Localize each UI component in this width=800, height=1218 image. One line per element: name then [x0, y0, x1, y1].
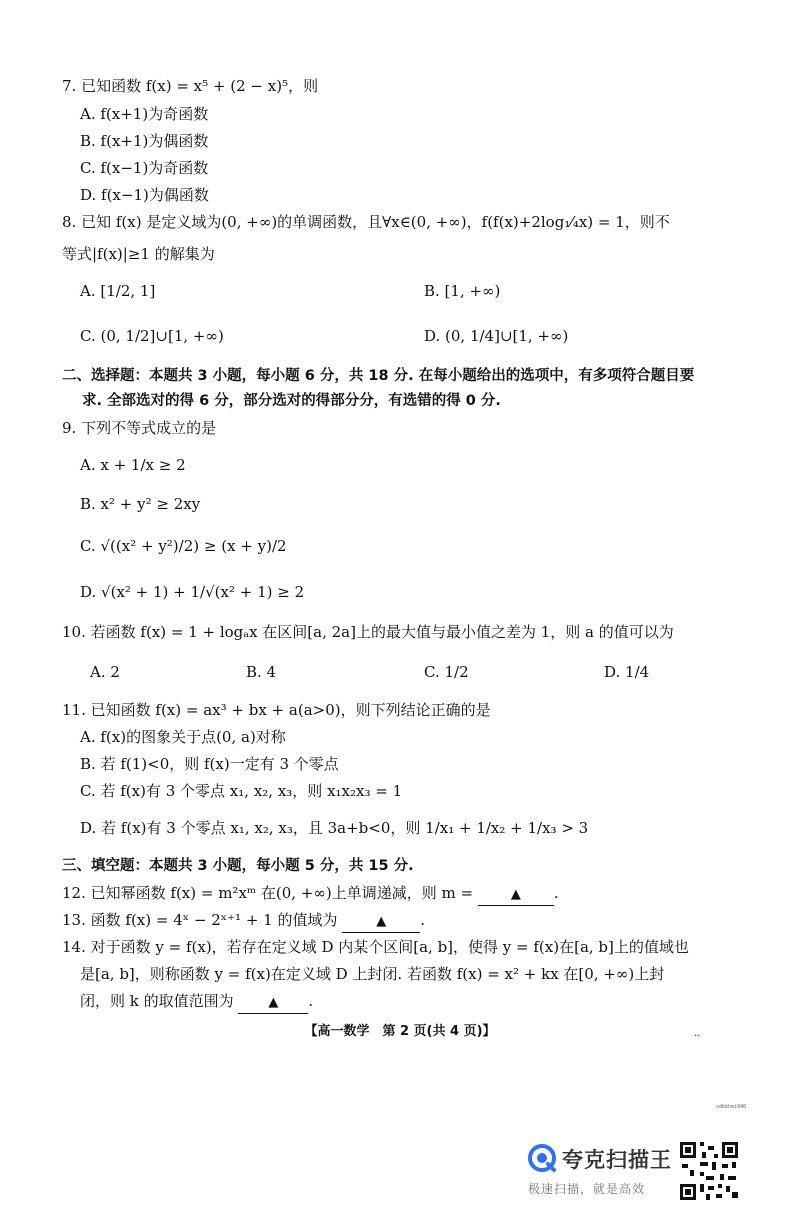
- q11-stem: 11. 已知函数 f(x) = ax³ + bx + a(a>0)，则下列结论正确的是: [62, 701, 491, 719]
- q8-option-b: B. [1, +∞): [424, 282, 501, 300]
- q13-stem: 13. 函数 f(x) = 4ˣ − 2ˣ⁺¹ + 1 的值域为: [62, 911, 338, 929]
- q7-option-d: D. f(x−1)为偶函数: [80, 186, 209, 204]
- q14-line1: 14. 对于函数 y = f(x)，若存在定义域 D 内某个区间[a, b]，使得 y = f(x)在[a, b]上的值域也: [62, 938, 689, 956]
- q7-stem: 7. 已知函数 f(x) = x⁵ + (2 − x)⁵，则: [62, 77, 319, 95]
- q13-end: .: [420, 911, 426, 929]
- q14-end: .: [308, 992, 314, 1010]
- q12-end: .: [553, 884, 559, 902]
- brand-name: 夸克扫描王: [562, 1148, 672, 1172]
- q14-stem-end: 闭，则 k 的取值范围为: [80, 992, 234, 1010]
- q11-option-b: B. 若 f(1)<0，则 f(x)一定有 3 个零点: [80, 755, 339, 773]
- q10-option-a: A. 2: [90, 663, 120, 681]
- q13-answer-blank: ▲: [342, 912, 420, 933]
- q7-option-a: A. f(x+1)为奇函数: [80, 105, 209, 123]
- brand-slogan: 极速扫描，就是高效: [528, 1182, 646, 1196]
- section2-heading-line1: 二、选择题：本题共 3 小题，每小题 6 分，共 18 分. 在每小题给出的选项中，有多项符合题目要: [62, 368, 695, 384]
- q12-line: [62, 883, 559, 906]
- q8-option-c: C. (0, 1/2]∪[1, +∞): [80, 327, 224, 345]
- q10-option-c: C. 1/2: [424, 663, 469, 681]
- scanner-watermark: [528, 1140, 678, 1200]
- q10-option-d: D. 1/4: [604, 663, 650, 681]
- q8-stem-line2: 等式|f(x)|≥1 的解集为: [62, 245, 215, 263]
- q14-answer-blank: ▲: [238, 993, 308, 1014]
- q14-line2: 是[a, b]，则称函数 y = f(x)在定义域 D 上封闭. 若函数 f(x) = x² + kx 在[0, +∞)上封: [80, 965, 665, 983]
- qr-code-icon: [678, 1140, 740, 1202]
- section2-heading-line2: 求. 全部选对的得 6 分，部分选对的得部分分，有选错的得 0 分.: [82, 393, 501, 409]
- q11-option-d: D. 若 f(x)有 3 个零点 x₁, x₂, x₃，且 3a+b<0，则 1/x₁ + 1/x₂ + 1/x₃ > 3: [80, 819, 589, 837]
- quark-logo-icon: [528, 1144, 556, 1172]
- q8-stem-line1: 8. 已知 f(x) 是定义域为(0, +∞)的单调函数，且∀x∈(0, +∞)，f(f(x)+2log₁⁄₄x) = 1，则不: [62, 213, 670, 231]
- q13-line: [62, 910, 425, 933]
- q8-option-a: A. [1/2, 1]: [80, 282, 156, 300]
- q7-option-b: B. f(x+1)为偶函数: [80, 132, 209, 150]
- q9-option-b: B. x² + y² ≥ 2xy: [80, 495, 201, 513]
- margin-faint-text: cdkbhmi040: [716, 1104, 747, 1110]
- q9-option-c: C. √((x² + y²)/2) ≥ (x + y)/2: [80, 537, 287, 555]
- q9-option-a: A. x + 1/x ≥ 2: [80, 456, 186, 474]
- q10-option-b: B. 4: [246, 663, 277, 681]
- q11-option-c: C. 若 f(x)有 3 个零点 x₁, x₂, x₃，则 x₁x₂x₃ = 1: [80, 782, 403, 800]
- q9-option-d: D. √(x² + 1) + 1/√(x² + 1) ≥ 2: [80, 583, 305, 601]
- q9-stem: 9. 下列不等式成立的是: [62, 419, 217, 437]
- margin-dots: ..: [694, 1028, 701, 1039]
- q7-option-c: C. f(x−1)为奇函数: [80, 159, 209, 177]
- q11-option-a: A. f(x)的图象关于点(0, a)对称: [80, 728, 286, 746]
- q12-answer-blank: ▲: [478, 885, 554, 906]
- q14-line3: [80, 991, 313, 1014]
- page-footer: 【高一数学 第 2 页(共 4 页)】: [304, 1024, 496, 1039]
- section3-heading: 三、填空题：本题共 3 小题，每小题 5 分，共 15 分.: [62, 858, 414, 874]
- q10-stem: 10. 若函数 f(x) = 1 + logₐx 在区间[a, 2a]上的最大值与最小值之差为 1，则 a 的值可以为: [62, 623, 674, 641]
- q8-option-d: D. (0, 1/4]∪[1, +∞): [424, 327, 569, 345]
- q12-stem: 12. 已知幂函数 f(x) = m²xᵐ 在(0, +∞)上单调递减，则 m =: [62, 884, 474, 902]
